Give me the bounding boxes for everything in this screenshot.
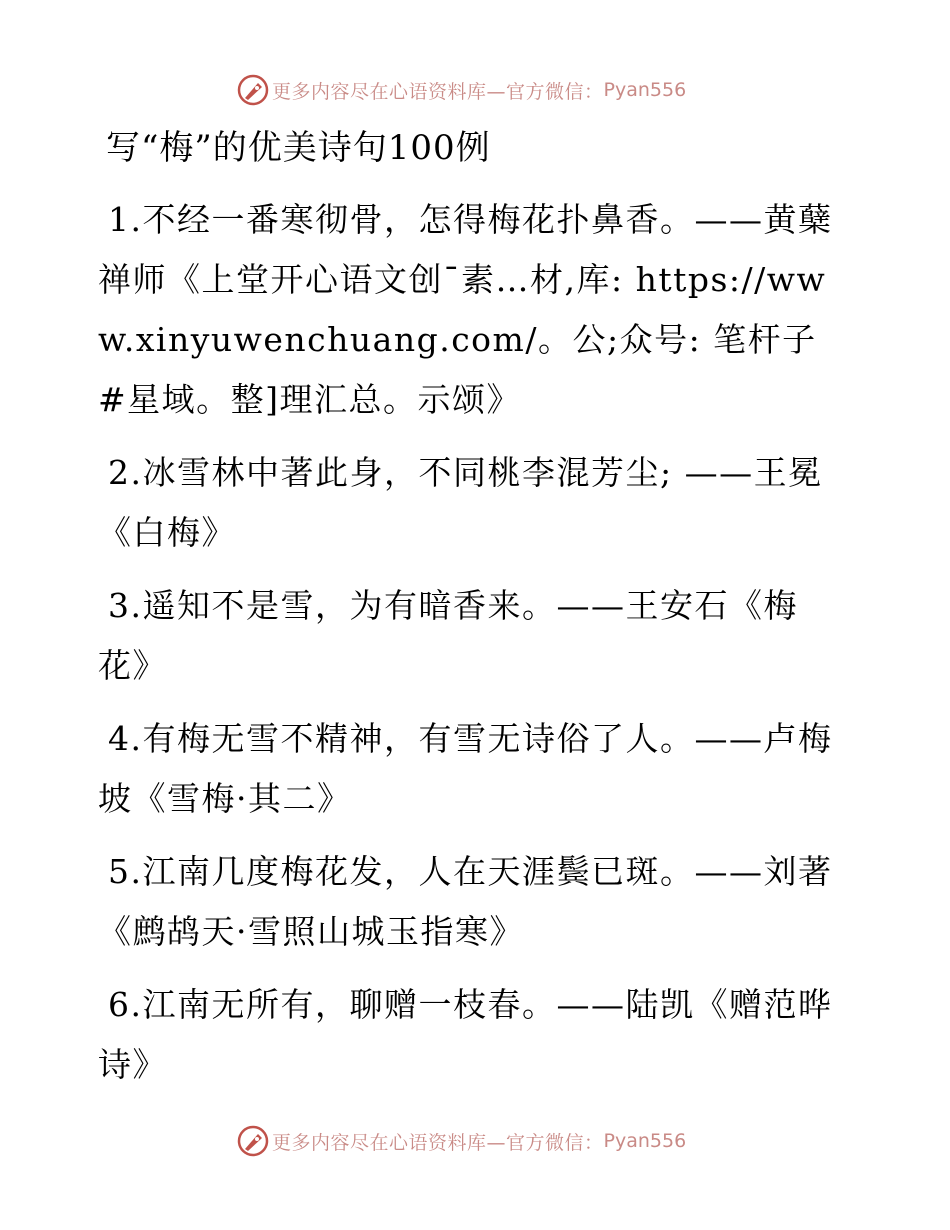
list-item: 2.冰雪林中著此身，不同桃李混芳尘; ——王冕《白梅》	[98, 453, 823, 552]
list-item: 1.不经一番寒彻骨，怎得梅花扑鼻香。——黄蘖禅师《上堂开心语文创¯素…材,库: https://www.xinyuwenchuang.com/。公;众号: 笔杆子#星域。整]理汇总。示颂》	[98, 200, 833, 419]
watermark-wechat-id: Pyan556	[603, 1130, 687, 1152]
pen-nib-circle-icon	[236, 1124, 270, 1158]
document-title: 写“梅”的优美诗句100例	[106, 128, 491, 168]
header-watermark	[236, 73, 716, 107]
list-item: 5.江南几度梅花发，人在天涯鬓已斑。——刘著《鹧鸪天·雪照山城玉指寒》	[98, 852, 833, 951]
watermark-wechat-id: Pyan556	[603, 79, 687, 101]
list-item: 4.有梅无雪不精神，有雪无诗俗了人。——卢梅坡《雪梅·其二》	[98, 719, 833, 818]
pen-nib-circle-icon	[236, 73, 270, 107]
watermark-text: 更多内容尽在心语资料库—官方微信：	[272, 80, 604, 103]
footer-watermark	[236, 1124, 716, 1158]
watermark-text: 更多内容尽在心语资料库—官方微信：	[272, 1131, 604, 1154]
list-item: 6.江南无所有，聊赠一枝春。——陆凯《赠范晔诗》	[98, 985, 833, 1084]
poem-list	[98, 190, 838, 1108]
list-item: 3.遥知不是雪，为有暗香来。——王安石《梅花》	[98, 586, 798, 685]
